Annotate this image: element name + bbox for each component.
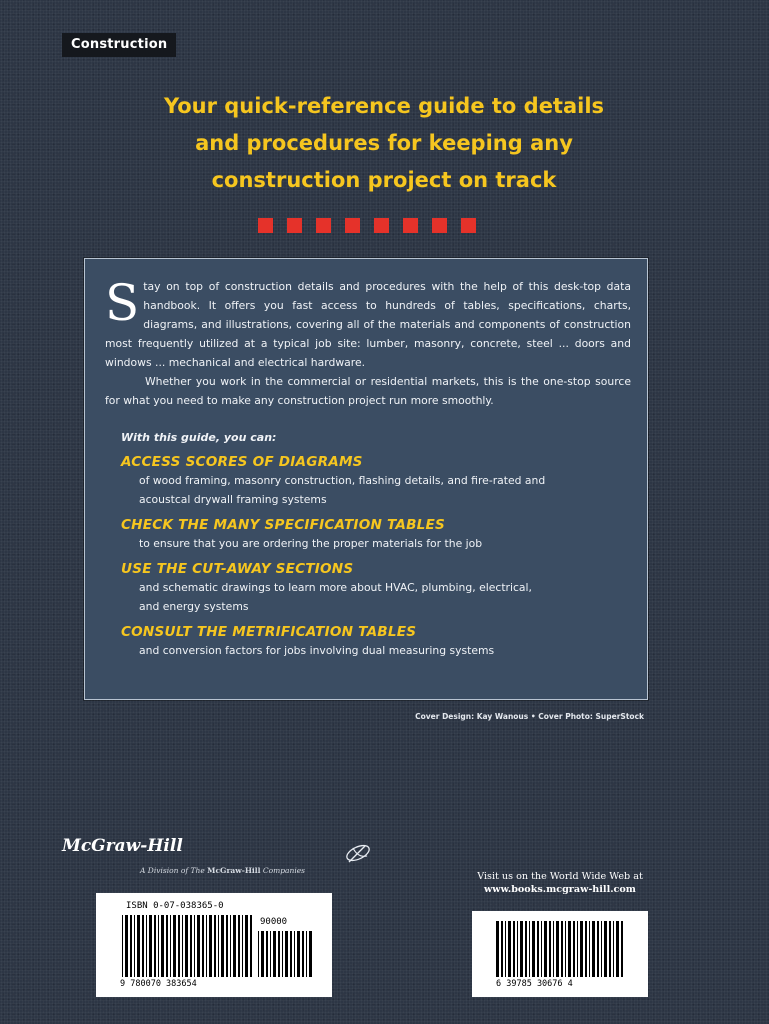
division-prefix: A Division of The bbox=[140, 866, 205, 875]
barcode-bar bbox=[261, 931, 264, 977]
barcode-bar bbox=[218, 915, 219, 977]
barcode-bar bbox=[190, 915, 192, 977]
barcode-bar bbox=[565, 921, 566, 977]
barcode-bar bbox=[297, 931, 300, 977]
barcode-bar bbox=[541, 921, 542, 977]
barcode-bar bbox=[194, 915, 195, 977]
price-code: 90000 bbox=[260, 917, 288, 927]
barcode-bar bbox=[242, 915, 243, 977]
decor-square bbox=[287, 218, 302, 233]
barcode-bar bbox=[505, 921, 506, 977]
decor-square bbox=[432, 218, 447, 233]
barcode-bar bbox=[556, 921, 559, 977]
barcode-bar bbox=[146, 915, 147, 977]
barcode-bar bbox=[513, 921, 515, 977]
barcode-bar bbox=[553, 921, 554, 977]
barcode-bar bbox=[537, 921, 539, 977]
division-brand: McGraw-Hill bbox=[207, 866, 261, 875]
feature-description: and energy systems bbox=[139, 600, 249, 613]
barcode-bar bbox=[601, 921, 602, 977]
barcode-bar bbox=[125, 915, 128, 977]
barcode-bar bbox=[149, 915, 152, 977]
feature-heading: CONSULT THE METRIFICATION TABLES bbox=[121, 624, 417, 640]
barcode-bar bbox=[250, 915, 252, 977]
barcode-bar bbox=[170, 915, 171, 977]
barcode-bar bbox=[233, 915, 236, 977]
description-panel bbox=[84, 258, 648, 700]
feature-list bbox=[121, 453, 621, 667]
feature-description: to ensure that you are ordering the proper materials for the job bbox=[139, 537, 483, 550]
intro-paragraph-2: Whether you work in the commercial or residential markets, this is the one-stop source for what you need to make any construction project run more smoothly. bbox=[105, 375, 631, 407]
barcode-bar bbox=[185, 915, 188, 977]
barcode-bar bbox=[166, 915, 168, 977]
price-barcode-bars bbox=[258, 931, 312, 977]
barcode-bar bbox=[290, 931, 292, 977]
barcode-bar bbox=[130, 915, 132, 977]
barcode-bar bbox=[154, 915, 156, 977]
barcode-bar bbox=[609, 921, 611, 977]
feature-item bbox=[121, 623, 621, 660]
barcode-bar bbox=[529, 921, 530, 977]
barcode-bar bbox=[221, 915, 224, 977]
barcode-bar bbox=[309, 931, 312, 977]
barcode-bar bbox=[302, 931, 304, 977]
barcode-bar bbox=[158, 915, 159, 977]
barcode-bar bbox=[134, 915, 135, 977]
decor-square bbox=[403, 218, 418, 233]
feature-heading: CHECK THE MANY SPECIFICATION TABLES bbox=[121, 517, 445, 533]
barcode-bar bbox=[294, 931, 295, 977]
barcode-bar bbox=[573, 921, 575, 977]
barcode-bar bbox=[266, 931, 268, 977]
barcode-bar bbox=[245, 915, 248, 977]
barcode-bar bbox=[282, 931, 283, 977]
category-tag: Construction bbox=[62, 33, 176, 57]
feature-description: and conversion factors for jobs involving dual measuring systems bbox=[139, 644, 495, 657]
barcode-bar bbox=[270, 931, 271, 977]
decor-square bbox=[345, 218, 360, 233]
barcode-bar bbox=[226, 915, 228, 977]
barcode-bar bbox=[142, 915, 144, 977]
feature-description: and schematic drawings to learn more about HVAC, plumbing, electrical, bbox=[139, 581, 532, 594]
barcode-bar bbox=[589, 921, 590, 977]
barcode-bar bbox=[230, 915, 231, 977]
feature-heading: ACCESS SCORES OF DIAGRAMS bbox=[121, 454, 363, 470]
barcode-bar bbox=[561, 921, 563, 977]
decor-square bbox=[374, 218, 389, 233]
headline-line-2: and procedures for keeping any bbox=[195, 131, 573, 155]
barcode-bar bbox=[597, 921, 599, 977]
barcode-bar bbox=[613, 921, 614, 977]
feature-description: acoustcal drywall framing systems bbox=[139, 493, 327, 506]
decor-square bbox=[258, 218, 273, 233]
barcode-bar bbox=[496, 921, 499, 977]
website-info bbox=[448, 870, 672, 896]
feature-description: of wood framing, masonry construction, flashing details, and fire-rated and bbox=[139, 474, 546, 487]
barcode-bar bbox=[577, 921, 578, 977]
barcode-bar bbox=[214, 915, 216, 977]
barcode-bar bbox=[285, 931, 288, 977]
barcode-bar bbox=[508, 921, 511, 977]
intro-paragraph-1-text: tay on top of construction details and procedures with the help of this desk-top data handbook. It offers you fast access to hundreds of tables, specifications, charts, diagrams, and illustrations, covering all of the materials and components of construction most frequently utilized at a typical job site: lumber, masonry, concrete, steel ... doors and windows ... mechanical and electrical hardware. bbox=[105, 280, 631, 369]
cover-credits: Cover Design: Kay Wanous • Cover Photo: SuperStock bbox=[415, 712, 644, 721]
barcode-bar bbox=[621, 921, 623, 977]
feature-heading: USE THE CUT-AWAY SECTIONS bbox=[121, 561, 354, 577]
upc-barcode-bars bbox=[496, 921, 624, 977]
ean-digits: 9 780070 383654 bbox=[120, 979, 197, 989]
barcode-bar bbox=[585, 921, 587, 977]
barcode-bar bbox=[178, 915, 180, 977]
barcode-bar bbox=[604, 921, 607, 977]
upc-digits: 6 39785 30676 4 bbox=[496, 979, 573, 989]
barcode-bar bbox=[580, 921, 583, 977]
barcode-bar bbox=[258, 931, 259, 977]
isbn-barcode-bars bbox=[122, 915, 252, 977]
barcode-bar bbox=[520, 921, 523, 977]
feature-item bbox=[121, 560, 621, 616]
headline-line-3: construction project on track bbox=[211, 168, 557, 192]
isbn-label: ISBN 0-07-038365-0 bbox=[126, 901, 224, 911]
barcode-bar bbox=[202, 915, 204, 977]
barcode-bar bbox=[173, 915, 176, 977]
barcode-bar bbox=[532, 921, 535, 977]
barcode-bar bbox=[525, 921, 527, 977]
barcode-bar bbox=[517, 921, 518, 977]
division-suffix: Companies bbox=[262, 866, 306, 875]
barcode-bar bbox=[592, 921, 595, 977]
website-url[interactable]: www.books.mcgraw-hill.com bbox=[484, 884, 636, 895]
publisher-division bbox=[140, 866, 305, 875]
barcode-bar bbox=[206, 915, 207, 977]
isbn-barcode bbox=[96, 893, 332, 997]
barcode-bar bbox=[568, 921, 571, 977]
headline bbox=[84, 88, 684, 199]
website-lead: Visit us on the World Wide Web at bbox=[477, 871, 643, 882]
feature-item bbox=[121, 453, 621, 509]
feature-item bbox=[121, 516, 621, 553]
headline-line-1: Your quick-reference guide to details bbox=[163, 94, 605, 118]
barcode-bar bbox=[501, 921, 503, 977]
decorative-squares bbox=[258, 218, 476, 233]
barcode-bar bbox=[197, 915, 200, 977]
with-guide-lead: With this guide, you can: bbox=[121, 431, 277, 444]
decor-square bbox=[461, 218, 476, 233]
decor-square bbox=[316, 218, 331, 233]
barcode-bar bbox=[278, 931, 280, 977]
barcode-bar bbox=[209, 915, 212, 977]
barcode-bar bbox=[161, 915, 164, 977]
barcode-bar bbox=[238, 915, 240, 977]
upc-barcode bbox=[472, 911, 648, 997]
barcode-bar bbox=[544, 921, 547, 977]
barcode-bar bbox=[616, 921, 619, 977]
publisher-logo: McGraw-Hill bbox=[62, 836, 183, 856]
intro-paragraph-1 bbox=[105, 274, 631, 372]
drop-cap: S bbox=[105, 274, 140, 332]
barcode-bar bbox=[122, 915, 123, 977]
barcode-bar bbox=[137, 915, 140, 977]
publisher-emblem-icon bbox=[343, 840, 373, 866]
barcode-bar bbox=[182, 915, 183, 977]
intro-text bbox=[105, 274, 631, 410]
barcode-bar bbox=[306, 931, 307, 977]
barcode-bar bbox=[273, 931, 276, 977]
barcode-bar bbox=[549, 921, 551, 977]
